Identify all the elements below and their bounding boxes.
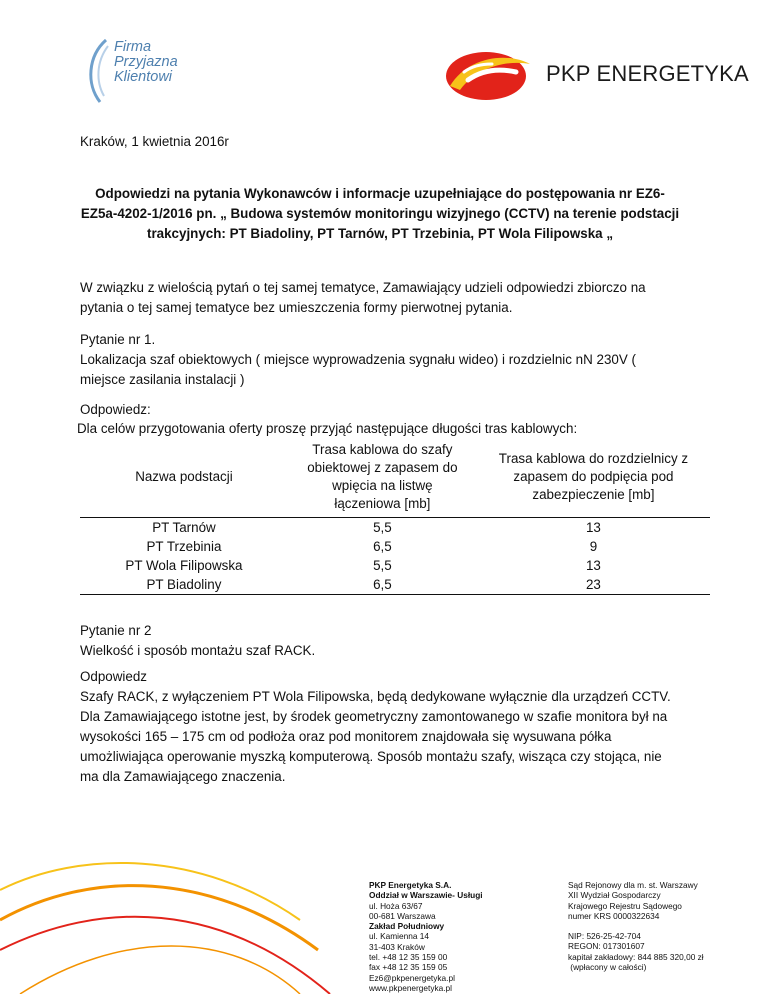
footer-registration bbox=[568, 880, 758, 972]
footer-nip: NIP: 526-25-42-704 bbox=[568, 931, 641, 942]
cell-cabinet-route: 6,5 bbox=[373, 576, 392, 592]
pkp-logo-text: PKP ENERGETYKA bbox=[546, 61, 749, 86]
fpk-logo-text bbox=[114, 40, 178, 85]
document-title bbox=[60, 184, 700, 244]
fpk-line-1: Firma bbox=[114, 39, 152, 55]
answer-1-heading: Odpowiedz: bbox=[80, 402, 151, 417]
footer-fax: fax +48 12 35 159 05 bbox=[369, 962, 448, 973]
table-header-row bbox=[80, 437, 710, 518]
fpk-line-2: Przyjazna bbox=[114, 54, 178, 70]
footer-email[interactable]: Ez6@pkpenergetyka.pl bbox=[369, 972, 455, 983]
cell-substation: PT Tarnów bbox=[152, 519, 216, 535]
footer-court-1: Sąd Rejonowy dla m. st. Warszawy bbox=[568, 880, 698, 890]
answer-2-line-2: Dla Zamawiającego istotne jest, by środek geometryczny zamontowanego w szafie monitora był na bbox=[80, 709, 668, 724]
footer-plant-street: ul. Kamienna 14 bbox=[369, 931, 429, 942]
cable-lengths-table bbox=[80, 437, 710, 595]
footer-court-2: XII Wydział Gospodarczy bbox=[568, 890, 661, 901]
footer-plant: Zakład Południowy bbox=[369, 921, 445, 932]
intro-paragraph bbox=[80, 278, 710, 318]
fpk-line-3: Klientowi bbox=[114, 69, 173, 85]
letter-date: Kraków, 1 kwietnia 2016r bbox=[80, 134, 229, 149]
footer-swoosh-icon bbox=[0, 830, 340, 994]
cell-switchgear-route: 23 bbox=[585, 576, 601, 592]
question-1-line-1: Lokalizacja szaf obiektowych ( miejsce wyprowadzenia sygnału wideo) i rozdzielnic nN 230V ( bbox=[80, 352, 636, 367]
cell-substation: PT Wola Filipowska bbox=[125, 557, 243, 573]
footer-krs: numer KRS 0000322634 bbox=[568, 910, 660, 921]
cell-substation: PT Trzebinia bbox=[146, 538, 222, 554]
table-row bbox=[80, 537, 710, 556]
footer-court-3: Krajowego Rejestru Sądowego bbox=[568, 900, 682, 911]
cell-cabinet-route: 5,5 bbox=[373, 557, 392, 573]
cell-cabinet-route: 6,5 bbox=[373, 538, 392, 554]
intro-line-2: pytania o tej samej tematyce bez umieszczenia formy pierwotnej pytania. bbox=[80, 300, 513, 315]
intro-line-1: W związku z wielością pytań o tej samej tematyce, Zamawiający udzieli odpowiedzi zbiorczo na bbox=[80, 280, 646, 295]
footer-capital: kapitał zakładowy: 844 885 320,00 zł bbox=[568, 951, 704, 962]
footer-branch: Oddział w Warszawie- Usługi bbox=[369, 890, 483, 901]
table-row bbox=[80, 518, 710, 538]
question-1 bbox=[80, 330, 710, 390]
title-line-3: trakcyjnych: PT Biadoliny, PT Tarnów, PT Trzebinia, PT Wola Filipowska „ bbox=[146, 226, 614, 241]
table-row bbox=[80, 575, 710, 595]
footer-paid: (wpłacony w całości) bbox=[568, 962, 647, 973]
footer-website[interactable]: www.pkpenergetyka.pl bbox=[369, 982, 453, 993]
question-2-heading: Pytanie nr 2 bbox=[80, 623, 152, 638]
answer-2 bbox=[80, 667, 720, 787]
answer-2-heading: Odpowiedz bbox=[80, 669, 147, 684]
answer-2-line-3: wysokości 165 – 175 cm od podłoża oraz pod monitorem znajdowała się wysuwana półka bbox=[80, 729, 612, 744]
cell-switchgear-route: 13 bbox=[585, 557, 601, 573]
header-switchgear-route: Trasa kablowa do rozdzielnicy z zapasem do podpięcia pod zabezpieczenie [mb] bbox=[498, 451, 689, 502]
footer-city: 00-681 Warszawa bbox=[369, 910, 436, 921]
cell-switchgear-route: 9 bbox=[589, 538, 598, 554]
footer-tel: tel. +48 12 35 159 00 bbox=[369, 952, 448, 963]
footer-regon: REGON: 017301607 bbox=[568, 941, 645, 952]
question-1-line-2: miejsce zasilania instalacji ) bbox=[80, 372, 245, 387]
answer-2-line-5: ma dla Zamawiającego znaczenia. bbox=[80, 769, 286, 784]
title-line-1: Odpowiedzi na pytania Wykonawców i informacje uzupełniające do postępowania nr EZ6- bbox=[95, 186, 665, 201]
cell-switchgear-route: 13 bbox=[585, 519, 601, 535]
footer-company: PKP Energetyka S.A. bbox=[369, 880, 452, 890]
cell-cabinet-route: 5,5 bbox=[373, 519, 392, 535]
table-row bbox=[80, 556, 710, 575]
question-2 bbox=[80, 621, 710, 661]
cell-substation: PT Biadoliny bbox=[146, 576, 222, 592]
footer-street: ul. Hoża 63/67 bbox=[369, 900, 423, 911]
answer-2-line-1: Szafy RACK, z wyłączeniem PT Wola Filipowska, będą dedykowane wyłącznie dla urządzeń CCTV. bbox=[80, 689, 671, 704]
header-cabinet-route: Trasa kablowa do szafy obiektowej z zapasem do wpięcia na listwę łączeniowa [mb] bbox=[307, 442, 458, 511]
title-line-2: EZ5a-4202-1/2016 pn. „ Budowa systemów monitoringu wizyjnego (CCTV) na terenie podstacji bbox=[80, 206, 680, 221]
footer-address bbox=[369, 880, 549, 993]
answer-1-intro: Dla celów przygotowania oferty proszę przyjąć następujące długości tras kablowych: bbox=[77, 421, 578, 436]
question-1-heading: Pytanie nr 1. bbox=[80, 332, 156, 347]
footer-plant-city: 31-403 Kraków bbox=[369, 941, 425, 952]
answer-2-line-4: umożliwiająca operowanie myszką komputerową. Sposób montażu szafy, wisząca czy stojąca, nie bbox=[80, 749, 662, 764]
question-2-text: Wielkość i sposób montażu szaf RACK. bbox=[80, 643, 316, 658]
header-substation: Nazwa podstacji bbox=[135, 469, 233, 484]
